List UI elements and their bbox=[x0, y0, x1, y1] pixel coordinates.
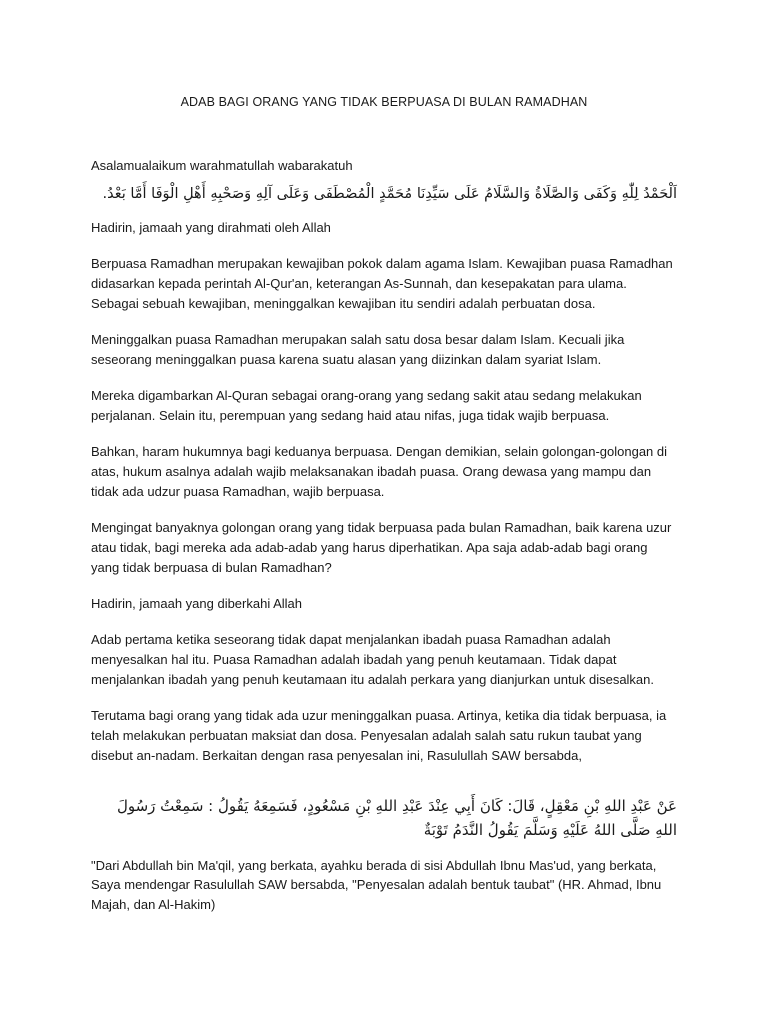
arabic-opening: اَلْحَمْدُ لِلّٰهِ وَكَفَى وَالصَّلَاةُ وَالسَّلَامُ عَلَى سَيِّدِنَا مُحَمَّدٍ الْمُصْطَفَى وَعَلَى آلِهِ وَصَحْبِهِ أَهْلِ الْوَفَا أَمَّا بَعْدُ. bbox=[102, 185, 677, 202]
paragraph: Bahkan, haram hukumnya bagi keduanya berpuasa. Dengan demikian, selain golongan-golongan di atas, hukum asalnya adalah wajib melaksanakan ibadah puasa. Orang dewasa yang mampu dan tidak ada udzur puasa Ramadhan, wajib berpuasa. bbox=[91, 444, 668, 499]
address-paragraph: Hadirin, jamaah yang diberkahi Allah bbox=[91, 595, 303, 611]
document-title: ADAB BAGI ORANG YANG TIDAK BERPUASA DI BULAN RAMADHAN bbox=[180, 95, 588, 109]
paragraph: Meninggalkan puasa Ramadhan merupakan salah satu dosa besar dalam Islam. Kecuali jika seseorang meninggalkan puasa karena suatu alasan yang diizinkan dalam syariat Islam. bbox=[91, 331, 625, 367]
greeting: Asalamualaikum warahmatullah wabarakatuh bbox=[91, 158, 353, 173]
paragraph: Adab pertama ketika seseorang tidak dapat menjalankan ibadah puasa Ramadhan adalah menyesalkan hal itu. Puasa Ramadhan adalah ibadah yang penuh keutamaan. Tidak dapat menjalankan ibadah yang penuh keutamaan itu adalah perkara yang dianjurkan untuk disesalkan. bbox=[91, 632, 655, 687]
paragraph: Berpuasa Ramadhan merupakan kewajiban pokok dalam agama Islam. Kewajiban puasa Ramadhan didasarkan kepada perintah Al-Qur'an, keterangan As-Sunnah, dan kesepakatan para ulama. Sebagai sebuah kewajiban, meninggalkan kewajiban itu sendiri adalah perbuatan dosa. bbox=[91, 256, 673, 311]
hadith-translation: "Dari Abdullah bin Ma'qil, yang berkata, ayahku berada di sisi Abdullah Ibnu Mas'ud, yang berkata, Saya mendengar Rasulullah SAW bersabda, "Penyesalan adalah bentuk taubat" (HR. Ahmad, Ibnu Majah, dan Al-Hakim) bbox=[91, 857, 662, 913]
paragraph: Terutama bagi orang yang tidak ada uzur meninggalkan puasa. Artinya, ketika dia tidak berpuasa, ia telah melakukan perbuatan maksiat dan dosa. Penyesalan adalah salah satu rukun taubat yang disebut an-nadam. Berkaitan dengan rasa penyesalan ini, Rasulullah SAW bersabda, bbox=[91, 708, 667, 763]
arabic-hadith: عَنْ عَبْدِ اللهِ بْنِ مَعْقِلٍ، قَالَ: كَانَ أَبِي عِنْدَ عَبْدِ اللهِ بْنِ مَسْعُودٍ، فَسَمِعَهُ يَقُولُ : سَمِعْتُ رَسُولَ اللهِ صَلَّى اللهُ عَلَيْهِ وَسَلَّمَ يَقُولُ النَّدَمُ تَوْبَةٌ bbox=[116, 796, 677, 839]
paragraph: Mengingat banyaknya golongan orang yang tidak berpuasa pada bulan Ramadhan, baik karena uzur atau tidak, bagi mereka ada adab-adab yang harus diperhatikan. Apa saja adab-adab bagi orang yang tidak berpuasa di bulan Ramadhan? bbox=[91, 520, 672, 575]
paragraph: Mereka digambarkan Al-Quran sebagai orang-orang yang sedang sakit atau sedang melakukan perjalanan. Selain itu, perempuan yang sedang haid atau nifas, juga tidak wajib berpuasa. bbox=[91, 388, 642, 423]
address-paragraph: Hadirin, jamaah yang dirahmati oleh Allah bbox=[91, 219, 331, 235]
document-body bbox=[91, 93, 677, 931]
